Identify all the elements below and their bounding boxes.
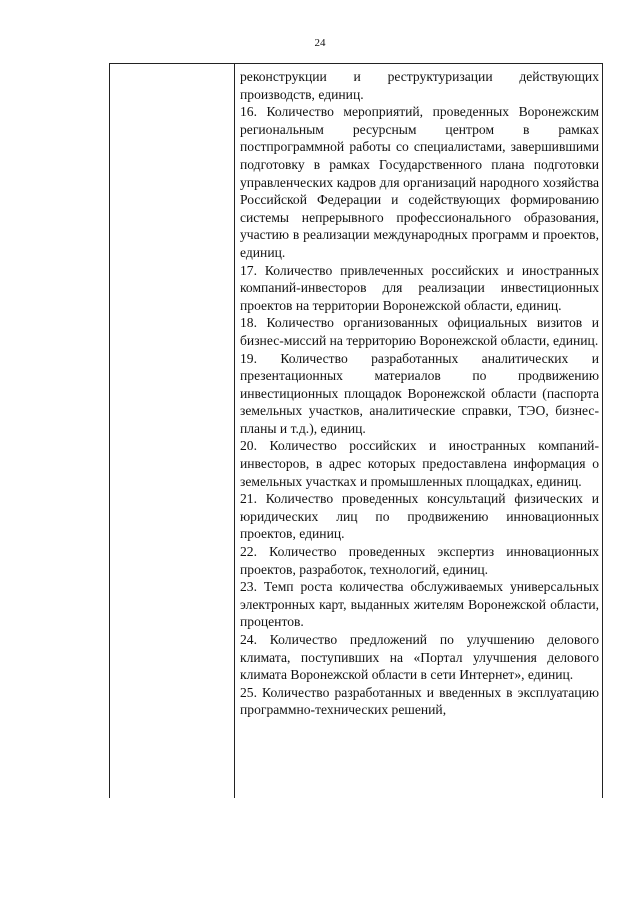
indicator-item-16: 16. Количество мероприятий, проведенных Воронежским региональным ресурсным центром в рамках постпрограммной работы со специалистами, завершившими подготовку в рамках Государственного плана подготовки управленческих кадров для организаций народного хозяйства Российской Федерации и содействующих формированию системы непрерывного профессионального образования, участию в реализации международных программ и проектов, единиц. [240, 104, 599, 260]
indicator-item-20: 20. Количество российских и иностранных компаний-инвесторов, в адрес которых предоставлена информация о земельных участках и промышленных площадках, единиц. [240, 438, 599, 489]
indicator-item-19: 19. Количество разработанных аналитических и презентационных материалов по продвижению инвестиционных площадок Воронежской области (паспорта земельных участков, аналитические справки, ТЭО, бизнес-планы и т.д.), единиц. [240, 350, 599, 436]
indicator-item-22: 22. Количество проведенных экспертиз инновационных проектов, разработок, технологий, единиц. [240, 544, 599, 577]
indicator-item-18: 18. Количество организованных официальных визитов и бизнес-миссий на территорию Воронежской области, единиц. [240, 315, 599, 348]
indicator-item-17: 17. Количество привлеченных российских и иностранных компаний-инвесторов для реализации инвестиционных проектов на территории Воронежской области, единиц. [240, 262, 599, 313]
indicator-item-23: 23. Темп роста количества обслуживаемых универсальных электронных карт, выданных жителям Воронежской области, процентов. [240, 579, 599, 630]
indicator-item-21: 21. Количество проведенных консультаций физических и юридических лиц по продвижению инновационных проектов, единиц. [240, 491, 599, 542]
indicator-item-24: 24. Количество предложений по улучшению делового климата, поступивших на «Портал улучшения делового климата Воронежской области в сети Интернет», единиц. [240, 632, 599, 683]
indicator-table [109, 63, 603, 798]
indicator-item-25: 25. Количество разработанных и введенных в эксплуатацию программно-технических решений, [240, 684, 599, 718]
indicator-list [240, 68, 599, 719]
indicator-item-continuation: реконструкции и реструктуризации действующих производств, единиц. [240, 69, 599, 102]
page-number: 24 [314, 37, 326, 49]
column-divider [234, 64, 235, 798]
